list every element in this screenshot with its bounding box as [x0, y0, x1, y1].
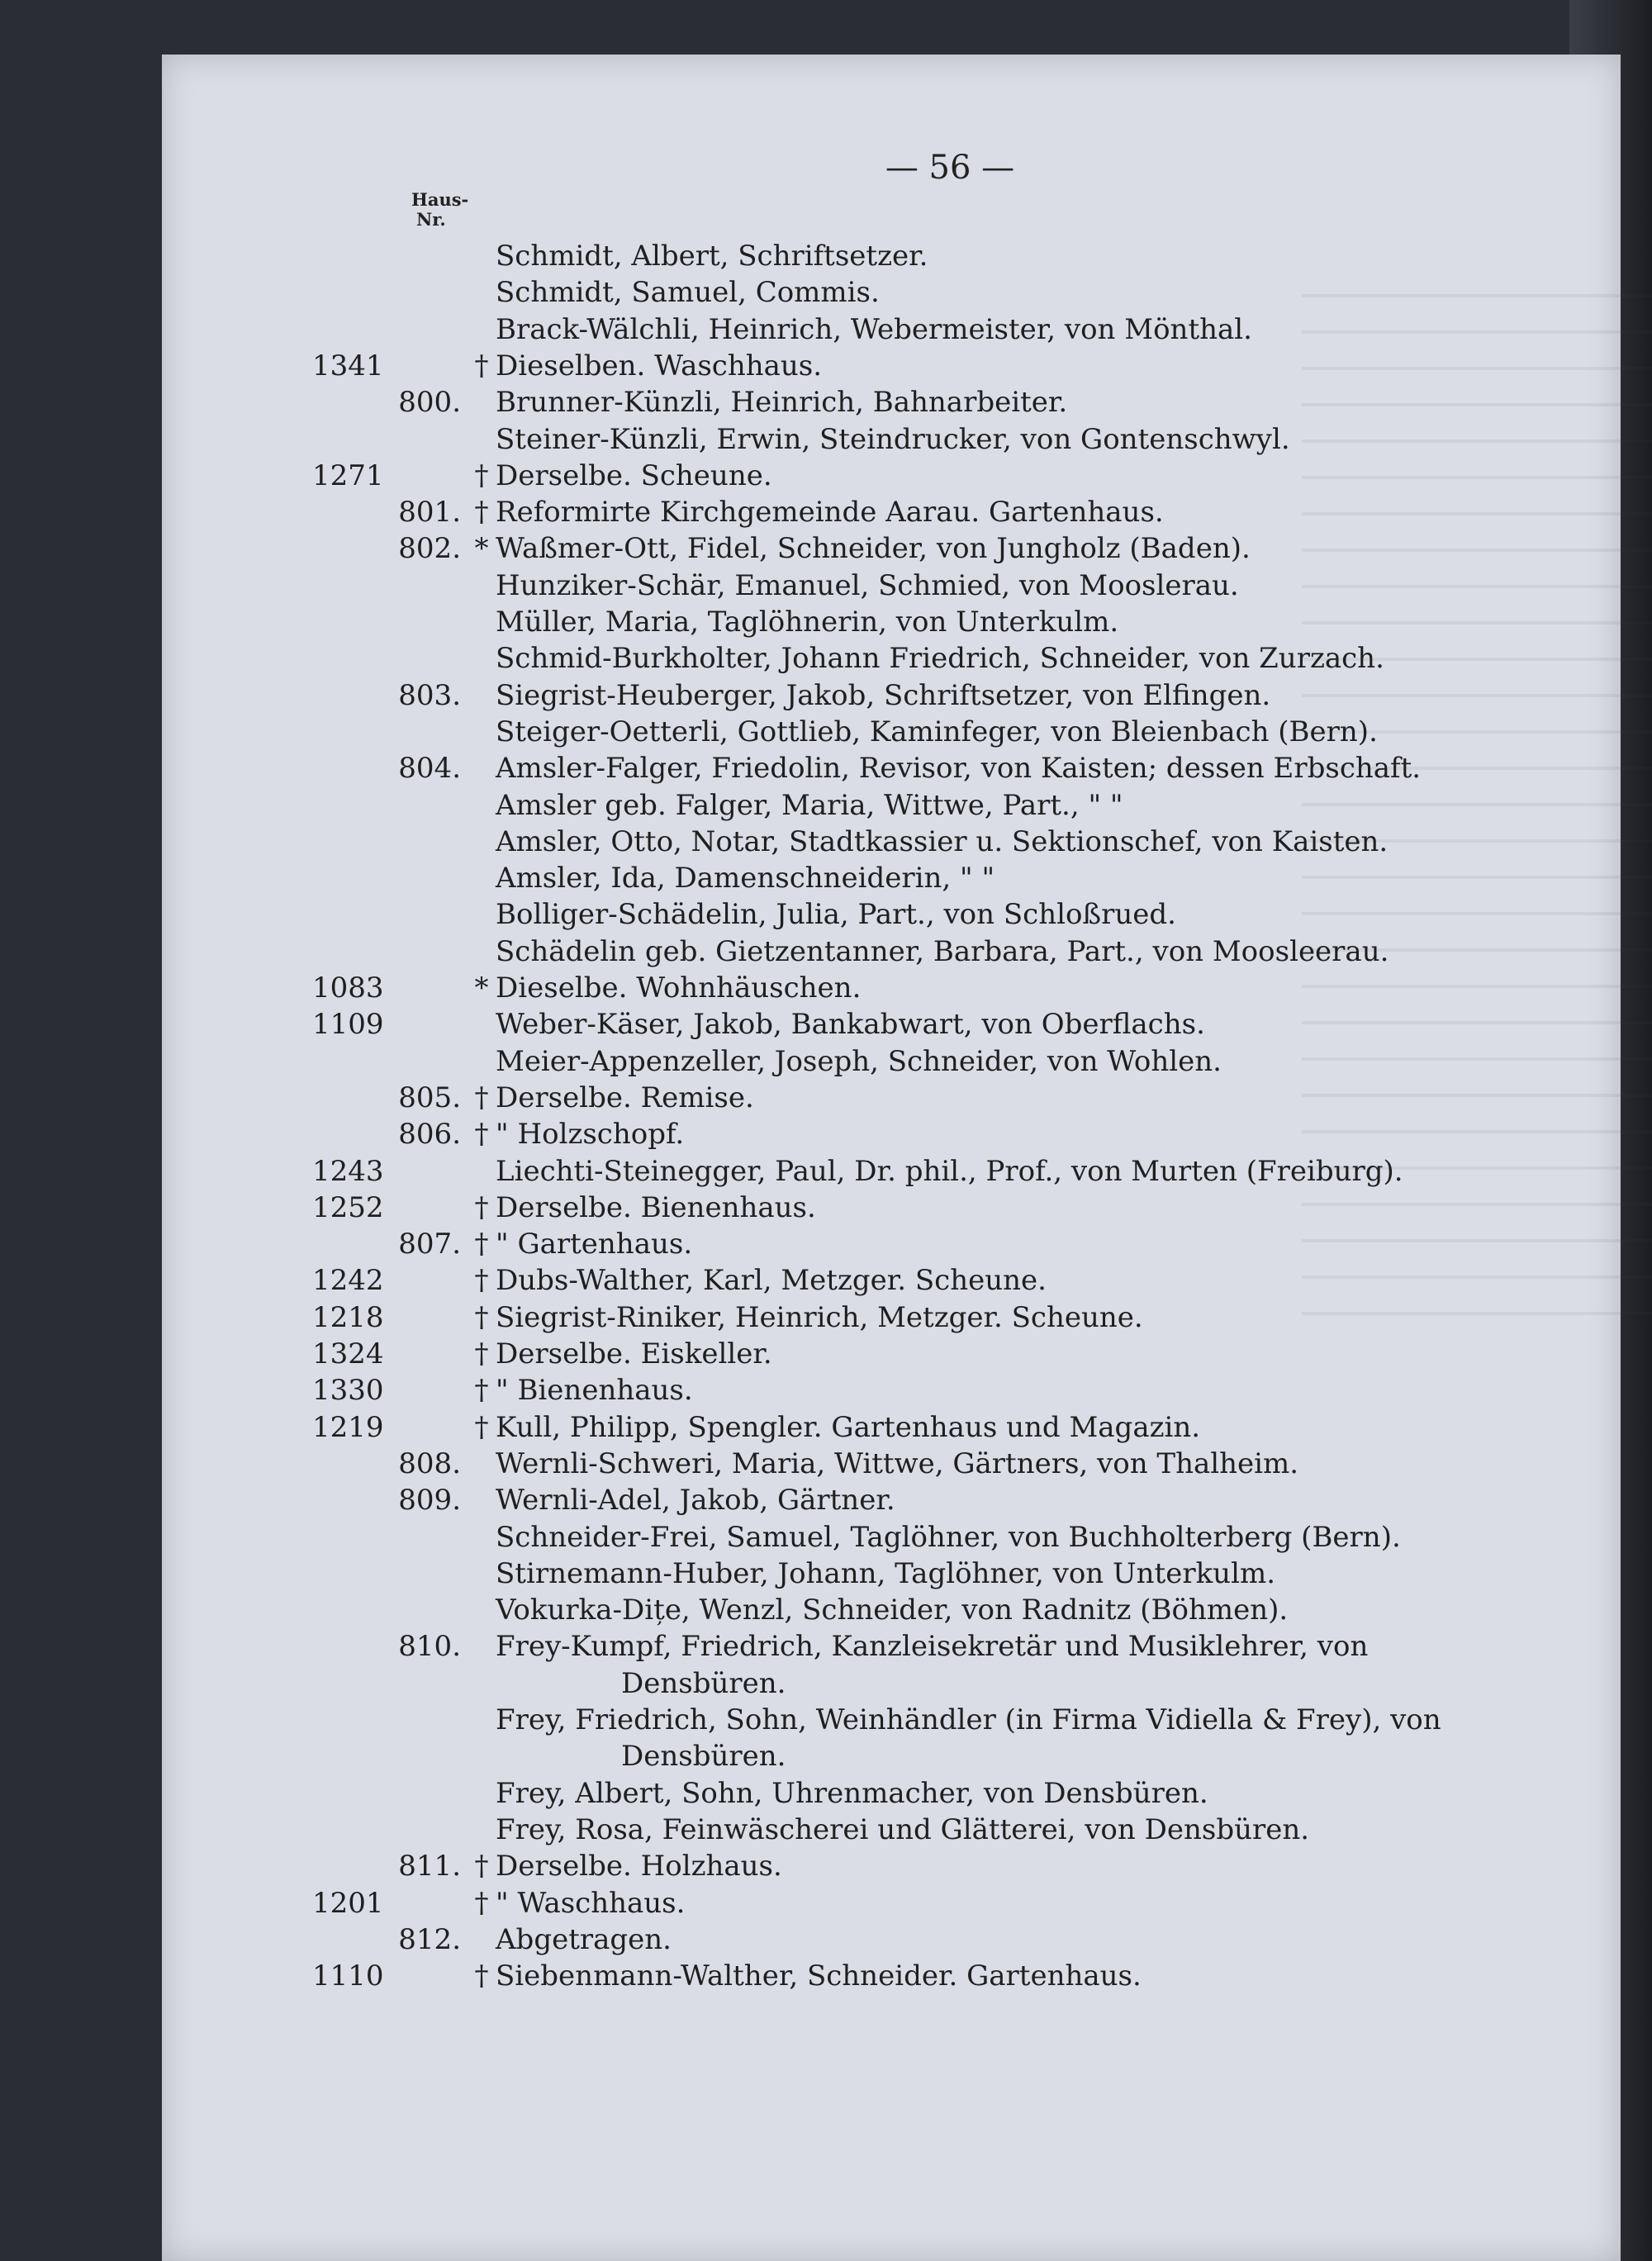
- entry-text: Derselbe. Bienenhaus.: [496, 1191, 816, 1224]
- entry-text: Dieselben. Waschhaus.: [496, 349, 823, 382]
- page-number: — 56 —: [885, 149, 1015, 187]
- entry-marker: †: [474, 1301, 489, 1334]
- house-number: 812.: [398, 1923, 461, 1956]
- nr-label: Nr.: [416, 209, 446, 230]
- entry-marker: †: [474, 1337, 489, 1370]
- register-row: [0, 1155, 1403, 1191]
- entry-marker: †: [474, 459, 489, 492]
- register-row: [0, 1777, 1363, 1813]
- haus-label: Haus-: [411, 189, 469, 210]
- entry-text: Vokurka-Dițe, Wenzl, Schneider, von Radnitz (Böhmen).: [496, 1594, 1289, 1627]
- register-row: [0, 789, 1363, 825]
- entry-text: Amsler geb. Falger, Maria, Wittwe, Part., " ": [496, 789, 1123, 822]
- house-number-old: 1243: [312, 1155, 384, 1188]
- entry-text: Wernli-Adel, Jakob, Gärtner.: [496, 1484, 895, 1517]
- register-row: [0, 752, 1422, 788]
- register-row: [0, 1447, 1363, 1484]
- column-header-haus-nr: [411, 190, 468, 230]
- entry-text: Meier-Appenzeller, Joseph, Schneider, von Wohlen.: [496, 1045, 1222, 1078]
- register-row: [0, 1813, 1363, 1850]
- house-number: 801.: [398, 496, 461, 529]
- register-row: [0, 1191, 1363, 1228]
- entry-text: Weber-Käser, Jakob, Bankabwart, von Oberflachs.: [496, 1008, 1205, 1041]
- entry-marker: †: [474, 1228, 489, 1261]
- house-number-old: 1252: [312, 1191, 384, 1224]
- register-row: [0, 1484, 1363, 1520]
- entry-text: Dubs-Walther, Karl, Metzger. Scheune.: [496, 1264, 1047, 1297]
- register-row: [0, 1264, 1363, 1300]
- register-row: [0, 1667, 1363, 1703]
- house-number: 809.: [398, 1484, 461, 1517]
- register-row: [0, 1959, 1363, 1996]
- entry-text: Derselbe. Holzhaus.: [496, 1850, 782, 1883]
- entry-text: Waßmer-Ott, Fidel, Schneider, von Jungholz (Baden).: [496, 532, 1251, 565]
- house-number-old: 1083: [312, 971, 384, 1005]
- house-number-old: 1110: [312, 1959, 384, 1993]
- register-row: [0, 1703, 1441, 1740]
- house-number: 802.: [398, 532, 461, 565]
- entry-text: Brack-Wälchli, Heinrich, Webermeister, von Mönthal.: [496, 313, 1252, 346]
- register-row: [0, 1045, 1363, 1081]
- entry-text: Derselbe. Eiskeller.: [496, 1337, 772, 1370]
- register-row: [0, 423, 1363, 459]
- entry-marker: †: [474, 1374, 489, 1407]
- house-number-old: 1271: [312, 459, 384, 492]
- register-row: [0, 349, 1363, 386]
- entry-text: Amsler, Ida, Damenschneiderin, " ": [496, 862, 995, 895]
- register-row: [0, 862, 1363, 898]
- entry-text: Wernli-Schweri, Maria, Wittwe, Gärtners, von Thalheim.: [496, 1447, 1299, 1480]
- register-row: [0, 642, 1384, 678]
- entry-text: Densbüren.: [621, 1740, 786, 1773]
- house-number: 810.: [398, 1630, 461, 1663]
- entry-text: Schmidt, Albert, Schriftsetzer.: [496, 240, 928, 273]
- register-row: [0, 569, 1363, 606]
- entry-text: Hunziker-Schär, Emanuel, Schmied, von Mooslerau.: [496, 569, 1239, 602]
- entry-text: " Bienenhaus.: [496, 1374, 693, 1407]
- house-number-old: 1201: [312, 1887, 384, 1920]
- house-number: 804.: [398, 752, 461, 785]
- register-row: [0, 240, 1363, 276]
- house-number-old: 1242: [312, 1264, 384, 1297]
- house-number-old: 1341: [312, 349, 384, 382]
- entry-marker: †: [474, 1118, 489, 1151]
- register-row: [0, 935, 1389, 971]
- entry-text: " Gartenhaus.: [496, 1228, 693, 1261]
- entry-marker: †: [474, 1081, 489, 1114]
- entry-text: Schneider-Frei, Samuel, Taglöhner, von Buchholterberg (Bern).: [496, 1521, 1401, 1554]
- house-number-old: 1219: [312, 1411, 384, 1444]
- entry-text: Frey, Rosa, Feinwäscherei und Glätterei, von Densbüren.: [496, 1813, 1310, 1846]
- entry-text: Steiger-Oetterli, Gottlieb, Kaminfeger, von Bleienbach (Bern).: [496, 715, 1378, 748]
- entry-text: Derselbe. Remise.: [496, 1081, 754, 1114]
- house-number: 803.: [398, 679, 461, 712]
- entry-text: Schmid-Burkholter, Johann Friedrich, Schneider, von Zurzach.: [496, 642, 1384, 675]
- register-row: [0, 1557, 1363, 1594]
- register-row: [0, 679, 1363, 715]
- register-row: [0, 715, 1378, 752]
- entry-text: Siebenmann-Walther, Schneider. Gartenhaus.: [496, 1959, 1142, 1993]
- entry-text: " Waschhaus.: [496, 1887, 686, 1920]
- register-row: [0, 825, 1389, 862]
- entry-text: " Holzschopf.: [496, 1118, 685, 1151]
- register-row: [0, 313, 1363, 349]
- entry-text: Liechti-Steinegger, Paul, Dr. phil., Prof., von Murten (Freiburg).: [496, 1155, 1403, 1188]
- entry-marker: *: [474, 971, 489, 1005]
- entry-text: Müller, Maria, Taglöhnerin, von Unterkulm.: [496, 606, 1119, 639]
- entry-text: Stirnemann-Huber, Johann, Taglöhner, von Unterkulm.: [496, 1557, 1275, 1590]
- house-number-old: 1218: [312, 1301, 384, 1334]
- register-row: [0, 1740, 1363, 1776]
- entry-text: Dieselbe. Wohnhäuschen.: [496, 971, 862, 1005]
- entry-text: Brunner-Künzli, Heinrich, Bahnarbeiter.: [496, 386, 1068, 419]
- house-number: 800.: [398, 386, 461, 419]
- register-row: [0, 1228, 1363, 1264]
- entry-text: Schmidt, Samuel, Commis.: [496, 276, 880, 309]
- register-row: [0, 606, 1363, 642]
- register-row: [0, 1521, 1401, 1557]
- register-row: [0, 459, 1363, 496]
- entry-marker: †: [474, 349, 489, 382]
- entry-text: Frey, Friedrich, Sohn, Weinhändler (in Firma Vidiella & Frey), von: [496, 1703, 1441, 1736]
- register-row: [0, 532, 1363, 568]
- house-number-old: 1324: [312, 1337, 384, 1370]
- entry-marker: †: [474, 1850, 489, 1883]
- entry-text: Steiner-Künzli, Erwin, Steindrucker, von Gontenschwyl.: [496, 423, 1290, 456]
- register-row: [0, 1118, 1363, 1154]
- entry-text: Frey, Albert, Sohn, Uhrenmacher, von Densbüren.: [496, 1777, 1208, 1810]
- entry-text: Derselbe. Scheune.: [496, 459, 772, 492]
- register-row: [0, 1887, 1363, 1923]
- house-number: 808.: [398, 1447, 461, 1480]
- entry-marker: †: [474, 1959, 489, 1993]
- register-row: [0, 1411, 1363, 1447]
- register-row: [0, 1923, 1363, 1959]
- entry-text: Reformirte Kirchgemeinde Aarau. Gartenhaus.: [496, 496, 1164, 529]
- entry-marker: †: [474, 1887, 489, 1920]
- entry-text: Amsler-Falger, Friedolin, Revisor, von Kaisten; dessen Erbschaft.: [496, 752, 1422, 785]
- register-row: [0, 1008, 1363, 1044]
- register-row: [0, 496, 1363, 532]
- entry-marker: †: [474, 496, 489, 529]
- register-row: [0, 1850, 1363, 1886]
- entry-marker: †: [474, 1411, 489, 1444]
- register-row: [0, 1630, 1369, 1666]
- entry-marker: *: [474, 532, 489, 565]
- house-number-old: 1109: [312, 1008, 384, 1041]
- register-row: [0, 1374, 1363, 1410]
- register-row: [0, 1081, 1363, 1118]
- house-number: 807.: [398, 1228, 461, 1261]
- entry-text: Siegrist-Riniker, Heinrich, Metzger. Scheune.: [496, 1301, 1143, 1334]
- house-number: 811.: [398, 1850, 461, 1883]
- register-row: [0, 276, 1363, 312]
- register-row: [0, 898, 1363, 934]
- house-number: 805.: [398, 1081, 461, 1114]
- register-row: [0, 1301, 1363, 1337]
- entry-text: Frey-Kumpf, Friedrich, Kanzleisekretär und Musiklehrer, von: [496, 1630, 1369, 1663]
- entry-text: Schädelin geb. Gietzentanner, Barbara, Part., von Moosleerau.: [496, 935, 1389, 968]
- entry-marker: †: [474, 1264, 489, 1297]
- entry-text: Amsler, Otto, Notar, Stadtkassier u. Sektionschef, von Kaisten.: [496, 825, 1389, 858]
- entry-marker: †: [474, 1191, 489, 1224]
- register-row: [0, 1337, 1363, 1374]
- entry-text: Bolliger-Schädelin, Julia, Part., von Schloßrued.: [496, 898, 1176, 931]
- house-number: 806.: [398, 1118, 461, 1151]
- register-row: [0, 971, 1363, 1008]
- entry-text: Siegrist-Heuberger, Jakob, Schriftsetzer, von Elfingen.: [496, 679, 1271, 712]
- house-number-old: 1330: [312, 1374, 384, 1407]
- entry-text: Kull, Philipp, Spengler. Gartenhaus und Magazin.: [496, 1411, 1201, 1444]
- register-row: [0, 1594, 1363, 1630]
- entry-text: Abgetragen.: [496, 1923, 672, 1956]
- register-row: [0, 386, 1363, 422]
- entry-text: Densbüren.: [621, 1667, 786, 1700]
